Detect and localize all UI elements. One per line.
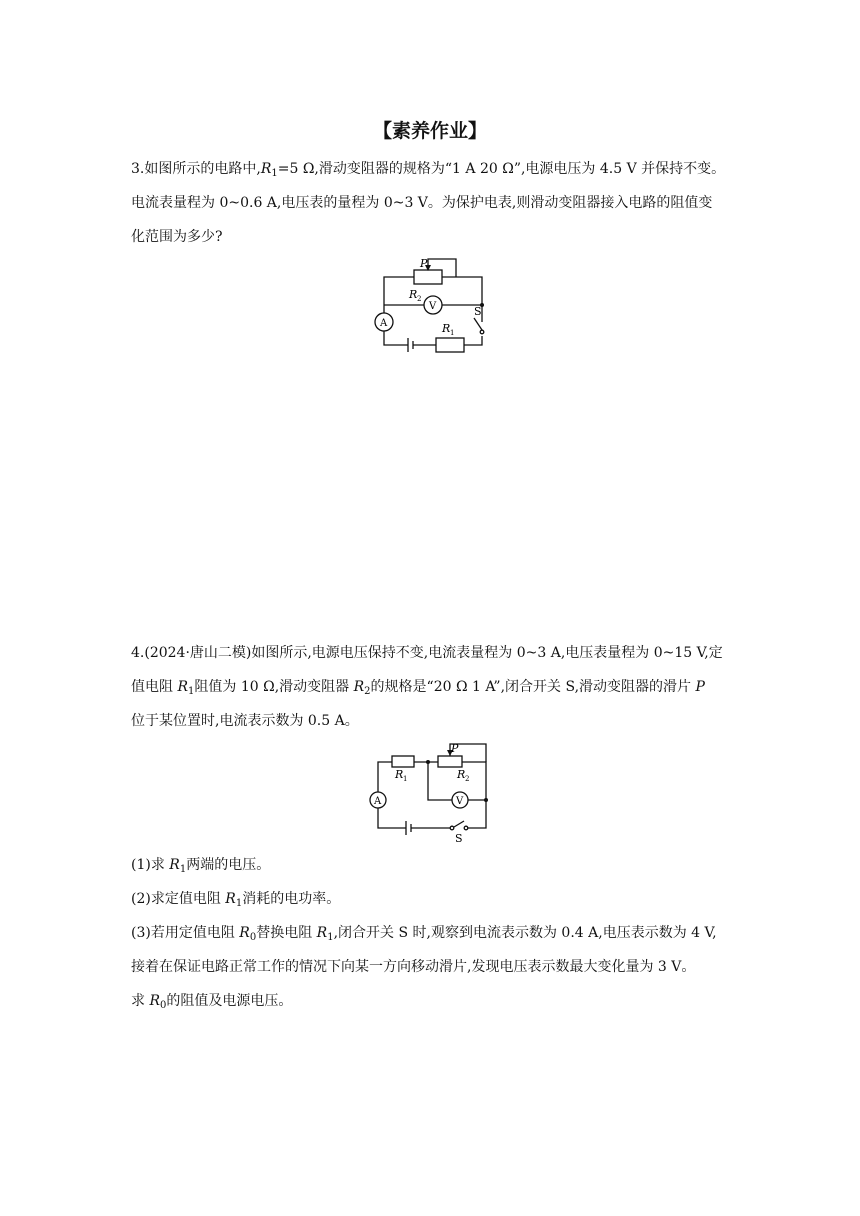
svg-text:2: 2 [417,295,422,303]
question-4-line-2: 值电阻 $R_1$阻值为 10 Ω,滑动变阻器 $R_2$的规格是“20 Ω 1 A”,闭合开关 S,滑动变阻器的滑片 P [131,679,705,697]
question-3-line-3: 化范围为多少? [131,229,223,245]
svg-text:R: R [395,768,404,781]
svg-text:V: V [429,301,437,312]
sub-question-3 [131,916,751,1018]
question-3-line-2: 电流表量程为 0~0.6 A,电压表的量程为 0~3 V。为保护电表,则滑动变阻器接入电路的阻值变 [131,195,713,211]
svg-text:R: R [457,768,466,781]
svg-text:P: P [451,742,459,755]
sub-question-1: (1)求 $R_1$两端的电压。 [131,857,271,875]
svg-text:1: 1 [450,329,455,337]
switch-s [474,318,482,330]
resistor-r1 [436,338,464,352]
sub-question-3-line-1: (3)若用定值电阻 $R_0$替换电阻 $R_1$,闭合开关 S 时,观察到电流表示数为 0.4 A,电压表示数为 4 V, [131,925,717,943]
circuit-diagram-q3 [368,252,498,356]
question-3 [131,152,751,254]
circuit-diagram-q4 [364,738,496,844]
rheostat-r2 [438,756,462,767]
sub-question-2: (2)求定值电阻 $R_1$消耗的电功率。 [131,891,341,909]
svg-text:S: S [474,305,482,318]
sub-question-3-line-3: 求 $R_0$的阻值及电源电压。 [131,993,293,1011]
svg-text:A: A [374,796,382,807]
svg-text:A: A [380,318,388,329]
question-3-line-1: 3.如图所示的电路中$,R_1=5$ Ω,滑动变阻器的规格为“1 A 20 Ω”,电源电压为 4.5 V 并保持不变。 [131,161,726,179]
svg-text:1: 1 [403,775,408,783]
rheostat-r2 [414,270,442,284]
svg-text:R: R [409,288,418,301]
resistor-r1 [392,756,414,767]
sub-question-3-line-2: 接着在保证电路正常工作的情况下向某一方向移动滑片,发现电压表示数最大变化量为 3 V。 [131,959,696,975]
question-4-line-3: 位于某位置时,电流表示数为 0.5 A。 [131,713,359,729]
svg-text:2: 2 [465,775,470,783]
svg-text:S: S [455,832,463,844]
question-4-line-1: 4.(2024·唐山二模)如图所示,电源电压保持不变,电流表量程为 0~3 A,电压表量程为 0~15 V,定 [131,645,723,661]
question-4 [131,636,751,738]
svg-text:V: V [456,796,464,807]
switch-s [454,821,464,827]
svg-text:R: R [442,322,451,335]
section-title: 【素养作业】 [372,120,487,142]
svg-text:P: P [420,257,428,270]
